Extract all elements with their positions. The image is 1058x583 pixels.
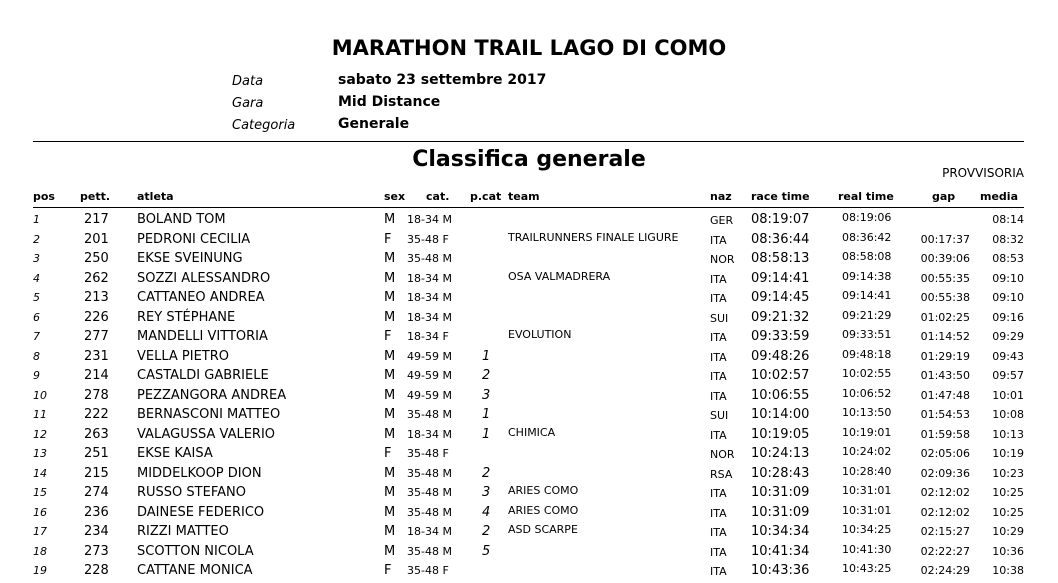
position-cell: 14 [33,466,47,480]
gap-cell: 01:14:52 [920,330,970,343]
position-cell: 7 [33,330,40,343]
real-time-cell: 09:14:38 [842,269,892,283]
real-time-cell: 08:58:08 [842,250,892,263]
average-cell: 09:43 [992,349,1024,363]
average-cell: 09:10 [992,291,1024,304]
gap-cell: 00:55:38 [920,291,970,304]
sex-cell: M [384,368,396,383]
sex-cell: F [384,446,392,461]
sex-cell: M [384,485,396,500]
table-row [0,210,1058,230]
team-cell: CHIMICA [508,425,556,439]
table-row [0,347,1058,367]
gap-cell: 02:05:06 [920,447,970,460]
col-header-gap: gap [932,190,956,203]
gap-cell: 00:17:37 [920,232,970,246]
bib-number-cell: 263 [84,426,109,442]
table-row [0,405,1058,425]
table-header-divider [33,207,1024,208]
bib-number-cell: 277 [84,329,109,344]
category-position-cell: 2 [482,465,491,481]
sex-cell: M [384,348,396,364]
sex-cell: M [384,270,396,286]
race-time-cell: 09:14:45 [751,290,810,305]
gap-cell: 02:12:02 [920,505,970,519]
race-time-cell: 10:06:55 [751,387,810,403]
position-cell: 19 [33,564,47,577]
category-cell: 18-34 M [407,525,452,538]
real-time-cell: 09:21:29 [842,308,892,322]
athlete-name-cell: RIZZI MATTEO [137,524,229,539]
nationality-cell: ITA [710,292,727,305]
table-row [0,561,1058,581]
athlete-name-cell: EKSE KAISA [137,446,213,461]
average-cell: 08:14 [992,213,1024,226]
average-cell: 10:01 [992,388,1024,402]
position-cell: 16 [33,505,47,519]
meta-label-categoria: Categoria [232,118,296,133]
position-cell: 1 [33,213,40,226]
bib-number-cell: 214 [84,368,109,383]
category-cell: 35-48 M [407,408,452,421]
race-time-cell: 10:14:00 [751,407,810,422]
category-cell: 49-59 M [407,369,452,382]
sex-cell: F [384,231,392,247]
nationality-cell: ITA [710,565,727,578]
position-cell: 13 [33,447,47,460]
gap-cell: 02:24:29 [920,564,970,577]
category-cell: 35-48 F [407,232,449,246]
race-time-cell: 10:34:34 [751,524,810,539]
race-time-cell: 08:19:07 [751,212,810,227]
race-time-cell: 09:33:59 [751,329,810,344]
category-position-cell: 1 [482,348,491,364]
team-cell: ARIES COMO [508,484,579,497]
position-cell: 15 [33,486,47,499]
race-time-cell: 08:58:13 [751,251,810,266]
position-cell: 17 [33,525,47,538]
real-time-cell: 08:19:06 [842,211,892,224]
race-time-cell: 10:41:34 [751,543,810,559]
real-time-cell: 08:36:42 [842,230,892,244]
table-row [0,444,1058,464]
sex-cell: M [384,212,396,227]
meta-value-data: sabato 23 settembre 2017 [338,72,547,88]
category-cell: 35-48 F [407,564,449,577]
average-cell: 09:29 [992,330,1024,343]
team-cell: ASD SCARPE [508,523,578,536]
sex-cell: M [384,465,396,481]
average-cell: 10:25 [992,486,1024,499]
bib-number-cell: 215 [84,465,109,481]
team-cell: ARIES COMO [508,503,579,517]
gap-cell: 02:12:02 [920,486,970,499]
gap-cell: 02:22:27 [920,544,970,558]
team-cell: TRAILRUNNERS FINALE LIGURE [508,230,679,244]
athlete-name-cell: CATTANEO ANDREA [137,290,265,305]
athlete-name-cell: DAINESE FEDERICO [137,504,265,520]
nationality-cell: RSA [710,467,733,481]
page-title: MARATHON TRAIL LAGO DI COMO [331,36,727,60]
bib-number-cell: 226 [84,309,109,325]
athlete-name-cell: PEDRONI CECILIA [137,231,251,247]
race-time-cell: 10:19:05 [751,426,810,442]
col-header-real-time: real time [838,190,894,203]
bib-number-cell: 273 [84,543,109,559]
bib-number-cell: 231 [84,348,109,364]
real-time-cell: 10:34:25 [842,523,892,536]
gap-cell: 00:39:06 [920,252,970,265]
average-cell: 10:23 [992,466,1024,480]
athlete-name-cell: BOLAND TOM [137,212,226,227]
real-time-cell: 10:02:55 [842,367,892,380]
category-position-cell: 1 [482,407,491,422]
race-time-cell: 08:36:44 [751,231,810,247]
nationality-cell: ITA [710,487,727,500]
average-cell: 10:38 [992,564,1024,577]
nationality-cell: ITA [710,272,727,286]
race-time-cell: 10:24:13 [751,446,810,461]
table-row [0,230,1058,250]
nationality-cell: ITA [710,526,727,539]
average-cell: 10:13 [992,427,1024,441]
sex-cell: M [384,504,396,520]
position-cell: 10 [33,388,47,402]
category-cell: 35-48 M [407,505,452,519]
position-cell: 18 [33,544,47,558]
gap-cell: 01:59:58 [920,427,970,441]
category-cell: 18-34 M [407,310,452,324]
athlete-name-cell: RUSSO STEFANO [137,485,246,500]
bib-number-cell: 250 [84,251,109,266]
ranking-title: Classifica generale [412,147,646,172]
category-position-cell: 4 [482,504,491,520]
col-header-media: media [980,190,1018,203]
category-cell: 35-48 M [407,252,452,265]
athlete-name-cell: SOZZI ALESSANDRO [137,270,271,286]
athlete-name-cell: MIDDELKOOP DION [137,465,262,481]
gap-cell: 01:43:50 [920,369,970,382]
position-cell: 9 [33,369,40,382]
bib-number-cell: 251 [84,446,109,461]
real-time-cell: 10:24:02 [842,445,892,458]
real-time-cell: 09:14:41 [842,289,892,302]
gap-cell: 01:29:19 [920,349,970,363]
col-header-pos: pos [33,190,55,203]
category-position-cell: 2 [482,368,491,383]
category-cell: 18-34 F [407,330,449,343]
nationality-cell: ITA [710,389,727,403]
sex-cell: M [384,251,396,266]
average-cell: 09:16 [992,310,1024,324]
col-header-cat: cat. [426,190,450,203]
race-time-cell: 09:48:26 [751,348,810,364]
status-label: PROVVISORIA [942,166,1024,180]
table-row [0,249,1058,269]
race-time-cell: 10:02:57 [751,368,810,383]
category-position-cell: 5 [482,543,491,559]
category-cell: 18-34 M [407,213,452,226]
nationality-cell: NOR [710,253,735,266]
table-row [0,288,1058,308]
average-cell: 10:08 [992,408,1024,421]
gap-cell: 02:09:36 [920,466,970,480]
table-row [0,425,1058,445]
athlete-name-cell: EKSE SVEINUNG [137,251,243,266]
position-cell: 11 [33,408,47,421]
bib-number-cell: 278 [84,387,109,403]
table-row [0,366,1058,386]
real-time-cell: 10:31:01 [842,503,892,517]
sex-cell: M [384,290,396,305]
average-cell: 10:19 [992,447,1024,460]
bib-number-cell: 217 [84,212,109,227]
table-row [0,503,1058,523]
bib-number-cell: 201 [84,231,109,247]
table-row [0,522,1058,542]
nationality-cell: ITA [710,428,727,442]
position-cell: 4 [33,271,40,285]
col-header-team: team [508,190,540,203]
sex-cell: M [384,543,396,559]
col-header-pcat: p.cat [470,190,502,203]
team-cell: EVOLUTION [508,328,572,341]
position-cell: 6 [33,310,40,324]
real-time-cell: 10:31:01 [842,484,892,497]
race-time-cell: 10:31:09 [751,504,810,520]
real-time-cell: 10:43:25 [842,562,892,575]
bib-number-cell: 234 [84,524,109,539]
race-time-cell: 09:14:41 [751,270,810,286]
bib-number-cell: 222 [84,407,109,422]
real-time-cell: 10:13:50 [842,406,892,419]
category-cell: 35-48 F [407,447,449,460]
col-header-naz: naz [710,190,732,203]
race-time-cell: 10:28:43 [751,465,810,481]
nationality-cell: ITA [710,370,727,383]
race-time-cell: 10:43:36 [751,563,810,578]
athlete-name-cell: PEZZANGORA ANDREA [137,387,287,403]
sex-cell: M [384,407,396,422]
real-time-cell: 09:48:18 [842,347,892,361]
position-cell: 8 [33,349,40,363]
real-time-cell: 10:28:40 [842,464,892,478]
nationality-cell: ITA [710,331,727,344]
real-time-cell: 10:19:01 [842,425,892,439]
sex-cell: F [384,563,392,578]
table-row [0,386,1058,406]
gap-cell: 01:54:53 [920,408,970,421]
gap-cell: 00:55:35 [920,271,970,285]
sex-cell: M [384,524,396,539]
category-cell: 35-48 M [407,466,452,480]
athlete-name-cell: CATTANE MONICA [137,563,253,578]
nationality-cell: SUI [710,311,729,325]
nationality-cell: ITA [710,545,727,559]
average-cell: 10:36 [992,544,1024,558]
real-time-cell: 10:06:52 [842,386,892,400]
sex-cell: F [384,329,392,344]
average-cell: 09:57 [992,369,1024,382]
category-position-cell: 3 [482,387,491,403]
category-cell: 35-48 M [407,486,452,499]
col-header-race-time: race time [751,190,810,203]
athlete-name-cell: BERNASCONI MATTEO [137,407,281,422]
athlete-name-cell: VALAGUSSA VALERIO [137,426,276,442]
meta-label-data: Data [232,74,264,89]
average-cell: 10:25 [992,505,1024,519]
bib-number-cell: 236 [84,504,109,520]
position-cell: 5 [33,291,40,304]
bib-number-cell: 228 [84,563,109,578]
athlete-name-cell: MANDELLI VITTORIA [137,329,268,344]
athlete-name-cell: REY STÉPHANE [137,309,236,325]
table-row [0,269,1058,289]
team-cell: OSA VALMADRERA [508,269,611,283]
real-time-cell: 10:41:30 [842,542,892,556]
real-time-cell: 09:33:51 [842,328,892,341]
category-position-cell: 3 [482,485,491,500]
average-cell: 09:10 [992,271,1024,285]
table-row [0,464,1058,484]
table-row [0,327,1058,347]
nationality-cell: ITA [710,506,727,520]
category-position-cell: 1 [482,426,491,442]
category-cell: 49-59 M [407,388,452,402]
gap-cell: 01:47:48 [920,388,970,402]
gap-cell: 01:02:25 [920,310,970,324]
average-cell: 10:29 [992,525,1024,538]
table-row [0,542,1058,562]
header-divider [33,141,1024,142]
table-row [0,308,1058,328]
nationality-cell: NOR [710,448,735,461]
col-header-atleta: atleta [137,190,174,203]
col-header-pett: pett. [80,190,111,203]
athlete-name-cell: SCOTTON NICOLA [137,543,254,559]
average-cell: 08:32 [992,232,1024,246]
category-cell: 35-48 M [407,544,452,558]
position-cell: 3 [33,252,40,265]
gap-cell: 02:15:27 [920,525,970,538]
category-cell: 49-59 M [407,349,452,363]
race-time-cell: 10:31:09 [751,485,810,500]
nationality-cell: GER [710,214,734,227]
table-row [0,483,1058,503]
athlete-name-cell: CASTALDI GABRIELE [137,368,269,383]
meta-value-categoria: Generale [338,116,410,132]
col-header-sex: sex [384,190,406,203]
meta-value-gara: Mid Distance [338,94,441,110]
nationality-cell: ITA [710,350,727,364]
bib-number-cell: 262 [84,270,109,286]
sex-cell: M [384,387,396,403]
nationality-cell: SUI [710,409,729,422]
nationality-cell: ITA [710,233,727,247]
sex-cell: M [384,426,396,442]
category-cell: 18-34 M [407,271,452,285]
bib-number-cell: 274 [84,485,109,500]
sex-cell: M [384,309,396,325]
position-cell: 2 [33,232,40,246]
category-cell: 18-34 M [407,291,452,304]
category-cell: 18-34 M [407,427,452,441]
meta-label-gara: Gara [232,96,264,111]
bib-number-cell: 213 [84,290,109,305]
athlete-name-cell: VELLA PIETRO [137,348,230,364]
race-time-cell: 09:21:32 [751,309,810,325]
category-position-cell: 2 [482,524,491,539]
position-cell: 12 [33,427,47,441]
average-cell: 08:53 [992,252,1024,265]
